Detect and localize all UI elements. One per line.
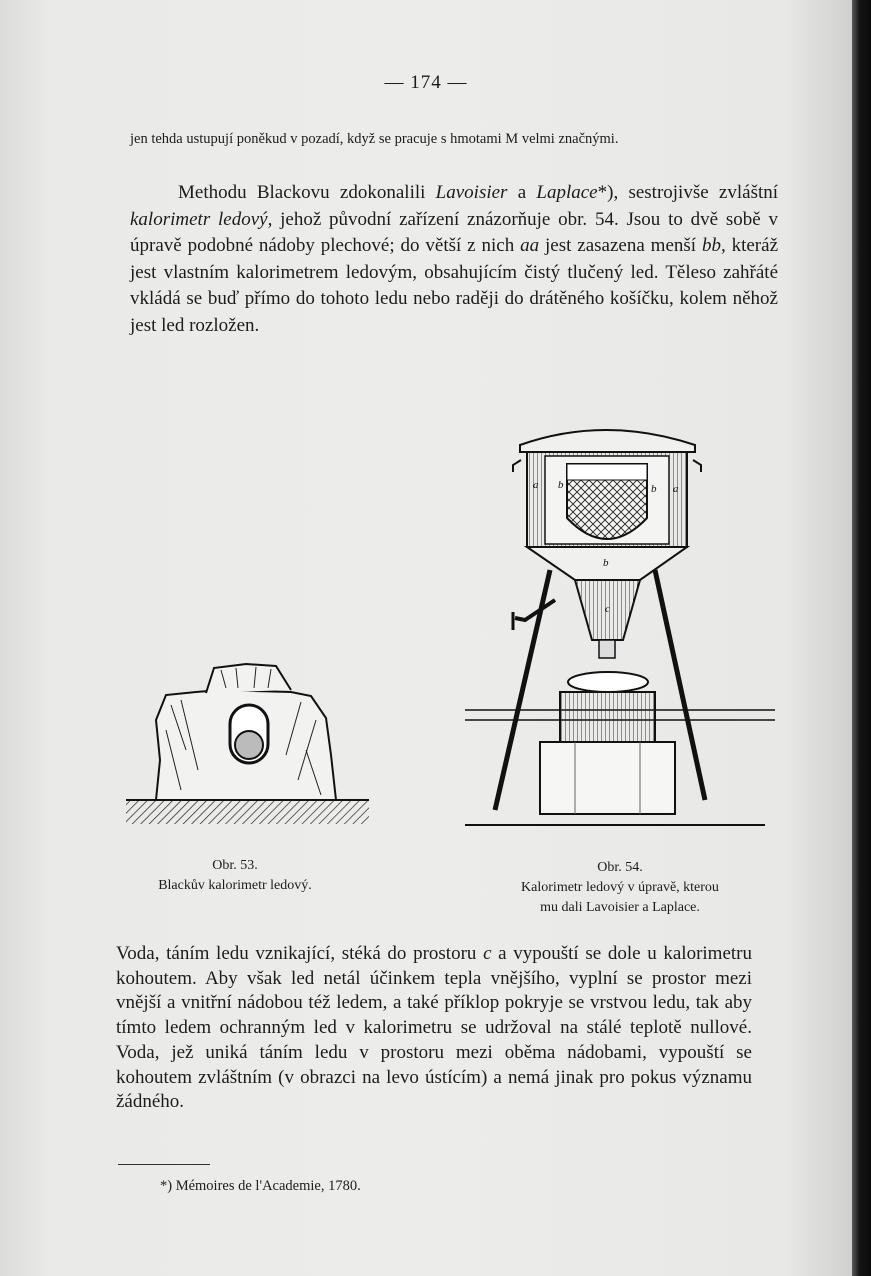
figure-54-label-b: b bbox=[558, 479, 564, 491]
label-aa: aa bbox=[520, 235, 540, 256]
figure-53-caption-text: Blackův kalorimetr ledový. bbox=[158, 878, 312, 893]
figure-54-label-b: b bbox=[603, 557, 609, 569]
book-spine bbox=[852, 0, 871, 1276]
figure-54-label-b: b bbox=[651, 483, 657, 495]
figure-54-caption-line1: Kalorimetr ledový v úpravě, kterou bbox=[521, 880, 719, 895]
figure-54-label-a: a bbox=[533, 479, 539, 491]
name-laplace: Laplace bbox=[536, 182, 598, 203]
page-number: — 174 — bbox=[384, 72, 468, 93]
figure-54-caption bbox=[455, 858, 785, 918]
paragraph-top: jen tehda ustupují poněkud v pozadí, když se pracuje s hmotami M velmi značnými. bbox=[130, 131, 619, 147]
footnote-divider bbox=[118, 1164, 210, 1165]
figure-54-label-c: c bbox=[605, 603, 610, 615]
text-span: kteráž jest vlastním kalorimetrem ledovým, obsahujícím čistý tlučený led. Těleso zahřáté vkládá se buď přímo do tohoto ledu nebo raději do drátěného košíčku, kolem něhož jest led rozložen. bbox=[130, 235, 779, 336]
figure-53-caption-title: Obr. 53. bbox=[212, 858, 258, 873]
text-span: Voda, táním ledu vznikající, stéká do prostoru bbox=[116, 943, 484, 964]
name-lavoisier: Lavoisier bbox=[435, 182, 508, 203]
figure-54-caption-title: Obr. 54. bbox=[597, 860, 643, 875]
label-c: c bbox=[483, 943, 492, 964]
label-bb: bb, bbox=[701, 235, 726, 256]
figure-54-label-a: a bbox=[673, 483, 679, 495]
paragraph-method bbox=[130, 180, 778, 339]
text-span: a vypouští se dole u kalorimetru kohoutem. Aby však led netál účinkem tepla vnějšího, vyplní se prostor mezi vnější a vnitřní nádobou též ledem, a také příklop pokryje se vrstvou ledu, tak aby tímto ledem ochranným led v kalorimetru se udržoval na stálé teplotě nullové. Voda, jež uniká táním ledu v prostoru mezi oběma nádobami, vypouští se kohoutem zvláštním (v obrazci na levo ústícím) a nemá jinak pro pokus významu žádného. bbox=[116, 943, 752, 1113]
text-span: jehož původní zařízení znázorňuje obr. 54. Jsou to dvě sobě v úpravě podobné nádoby plechové; do větší z nich bbox=[130, 208, 778, 256]
figure-53-caption bbox=[120, 856, 350, 896]
term-kalorimetr: kalorimetr ledový, bbox=[130, 208, 273, 230]
text-span: a bbox=[507, 182, 537, 203]
figure-53-illustration bbox=[126, 660, 371, 830]
figure-54-caption-line2: mu dali Lavoisier a Laplace. bbox=[540, 900, 700, 915]
paragraph-water bbox=[116, 942, 752, 1115]
figure-54-illustration bbox=[465, 420, 785, 832]
text-span: *), sestrojivše zvláštní bbox=[597, 182, 779, 203]
footnote: *) Mémoires de l'Academie, 1780. bbox=[160, 1178, 361, 1194]
text-span: jest zasazena menší bbox=[539, 235, 702, 256]
text-span: Methodu Blackovu zdokonalili bbox=[178, 182, 436, 203]
